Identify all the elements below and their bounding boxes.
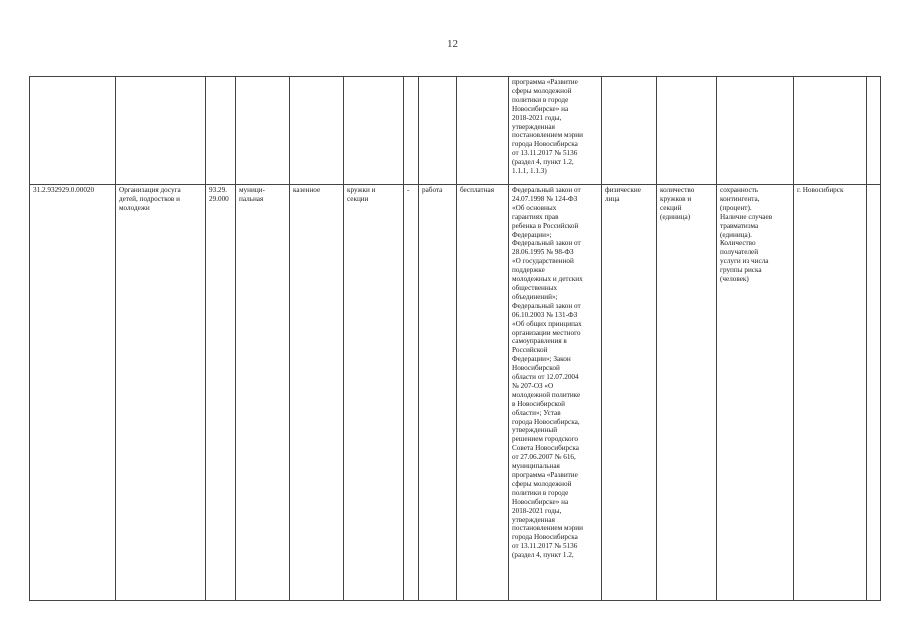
cell-place: г. Новосибирск: [794, 185, 867, 601]
cell-place: [794, 77, 867, 185]
cell-content-type: [344, 77, 404, 185]
cell-okved: [206, 77, 236, 185]
cell-volume-indicators: количество кружков и секций (единица): [657, 185, 717, 601]
cell-consumers: [602, 77, 657, 185]
cell-org-type: [236, 77, 290, 185]
cell-payment: бесплатная: [457, 185, 509, 601]
cell-quality-indicators: [717, 77, 794, 185]
cell-service-kind: работа: [419, 185, 457, 601]
cell-institution-type: казенное: [290, 185, 344, 601]
cell-code: 31.2.932929.0.00020: [30, 185, 116, 601]
cell-col7: -: [404, 185, 419, 601]
services-table: [29, 76, 881, 601]
cell-content-type: кружки и секции: [344, 185, 404, 601]
cell-legal-basis: Федеральный закон от 24.07.1998 № 124-ФЗ «Об основных гарантиях прав ребенка в Российской Федерации»; Федеральный закон от 28.06.1995 № 98-ФЗ «О государственной поддержке молодежных и детских общественных объединений»; Федеральный закон от 06.10.2003 № 131-ФЗ «Об общих принципах организации местного самоуправления в Российской Федерации»; Закон Новосибирской области от 12.07.2004 № 207-ОЗ «О молодежной политике в Новосибирской области»; Устав города Новосибирска, утвержденный решением городского Совета Новосибирска от 27.06.2007 № 616, муниципальная программа «Развитие сферы молодежной политики в городе Новосибирске» на 2018-2021 годы, утвержденная постановлением мэрии города Новосибирска от 13.11.2017 № 5136 (раздел 4, пункт 1.2,: [509, 185, 602, 601]
table-row: [30, 77, 881, 185]
cell-col15: [867, 185, 881, 601]
cell-okved: 93.29. 29.000: [206, 185, 236, 601]
page-number: 12: [447, 38, 458, 50]
cell-service-name: [116, 77, 206, 185]
table-row: [30, 185, 881, 601]
cell-code: [30, 77, 116, 185]
cell-org-type: муници- пальная: [236, 185, 290, 601]
cell-payment: [457, 77, 509, 185]
cell-legal-basis: программа «Развитие сферы молодежной политики в городе Новосибирске» на 2018-2021 годы, утвержденная постановлением мэрии города Новосибирска от 13.11.2017 № 5136 (раздел 4, пункт 1.2, 1.1.1, 1.1.3): [509, 77, 602, 185]
cell-service-kind: [419, 77, 457, 185]
cell-quality-indicators: сохранность контингента, (процент). Наличие случаев травматизма (единица). Количество получателей услуги из числа группы риска (человек): [717, 185, 794, 601]
cell-col7: [404, 77, 419, 185]
cell-service-name: Организация досуга детей, подростков и молодежи: [116, 185, 206, 601]
cell-institution-type: [290, 77, 344, 185]
cell-col15: [867, 77, 881, 185]
cell-consumers: физические лица: [602, 185, 657, 601]
cell-volume-indicators: [657, 77, 717, 185]
